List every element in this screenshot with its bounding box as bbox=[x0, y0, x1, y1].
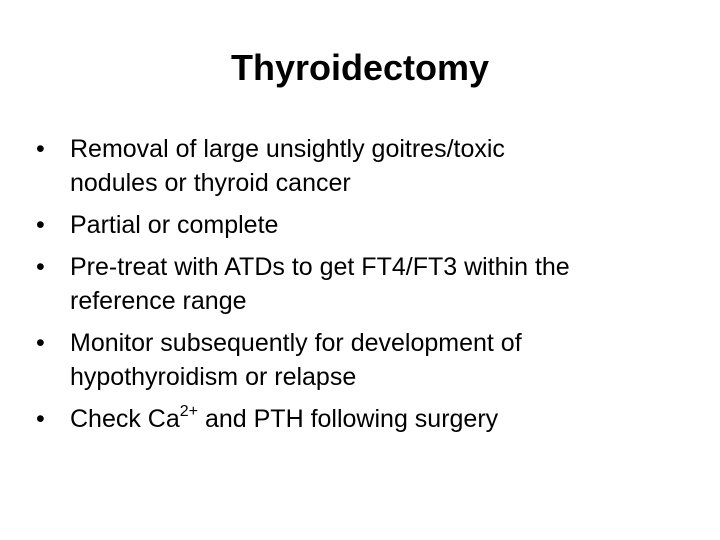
bullet-icon: • bbox=[36, 329, 45, 357]
bullet-list bbox=[36, 132, 684, 444]
bullet-text-line: nodules or thyroid cancer bbox=[70, 169, 351, 197]
bullet-text-line: Partial or complete bbox=[70, 211, 279, 239]
bullet-text-line: Monitor subsequently for development of bbox=[70, 329, 522, 357]
bullet-text-line-with-superscript bbox=[70, 402, 684, 436]
bullet-icon: • bbox=[36, 211, 45, 239]
bullet-item-monitor bbox=[36, 326, 684, 394]
bullet-text-line: Removal of large unsightly goitres/toxic bbox=[70, 135, 505, 163]
bullet-item-pretreat bbox=[36, 250, 684, 318]
calcium-charge-superscript: 2+ bbox=[179, 402, 199, 420]
bullet-text-line: Pre-treat with ATDs to get FT4/FT3 within the bbox=[70, 253, 570, 281]
bullet-icon: • bbox=[36, 405, 45, 433]
slide-title: Thyroidectomy bbox=[230, 47, 490, 88]
bullet-icon: • bbox=[36, 253, 45, 281]
text-before-superscript: Check Ca bbox=[70, 405, 180, 433]
text-after-superscript: and PTH following surgery bbox=[198, 405, 499, 433]
bullet-item-check-calcium-pth bbox=[36, 402, 684, 436]
bullet-icon: • bbox=[36, 135, 45, 163]
bullet-item-partial-complete bbox=[36, 208, 684, 242]
bullet-text-line: hypothyroidism or relapse bbox=[70, 363, 357, 391]
bullet-item-removal bbox=[36, 132, 684, 200]
bullet-text-line: reference range bbox=[70, 287, 247, 315]
